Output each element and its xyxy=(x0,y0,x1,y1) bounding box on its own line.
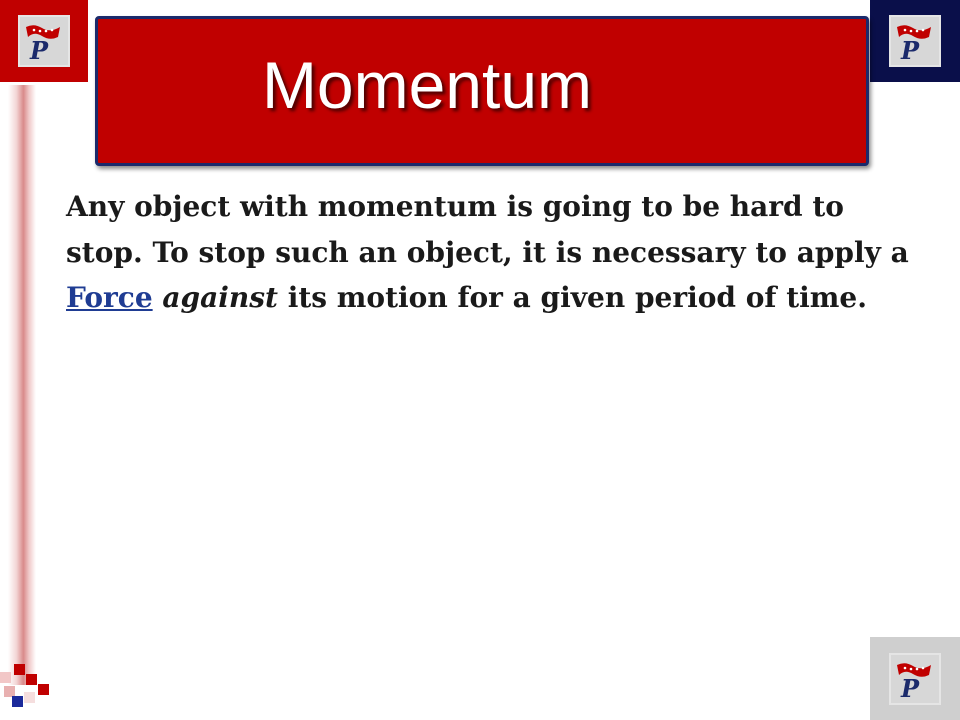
force-link[interactable]: Force xyxy=(66,281,153,314)
logo-top-left xyxy=(0,0,88,82)
decor-square xyxy=(12,696,23,707)
left-decorative-stripe xyxy=(8,85,36,685)
p-logo-icon xyxy=(889,653,941,705)
slide-title: Momentum xyxy=(261,48,593,122)
svg-text:P: P xyxy=(901,673,920,701)
paragraph-text-2: its motion for a given period of time. xyxy=(277,281,867,314)
decor-square xyxy=(24,692,35,703)
logo-top-right xyxy=(870,0,960,82)
p-logo-icon xyxy=(889,15,941,67)
emphasis-text: against xyxy=(162,281,278,314)
decor-square xyxy=(0,672,11,683)
svg-text:P: P xyxy=(30,36,49,63)
decor-square xyxy=(26,674,37,685)
decor-square xyxy=(14,664,25,675)
svg-text:P: P xyxy=(901,36,920,63)
logo-bottom-right xyxy=(870,637,960,720)
p-logo-icon xyxy=(18,15,70,67)
slide-paragraph xyxy=(66,184,916,321)
corner-squares-decoration xyxy=(0,664,60,720)
decor-square xyxy=(38,684,49,695)
paragraph-space xyxy=(153,281,163,314)
paragraph-text-1: Any object with momentum is going to be hard to stop. To stop such an object, it is necessary to apply a xyxy=(66,190,909,269)
title-banner xyxy=(95,16,869,166)
